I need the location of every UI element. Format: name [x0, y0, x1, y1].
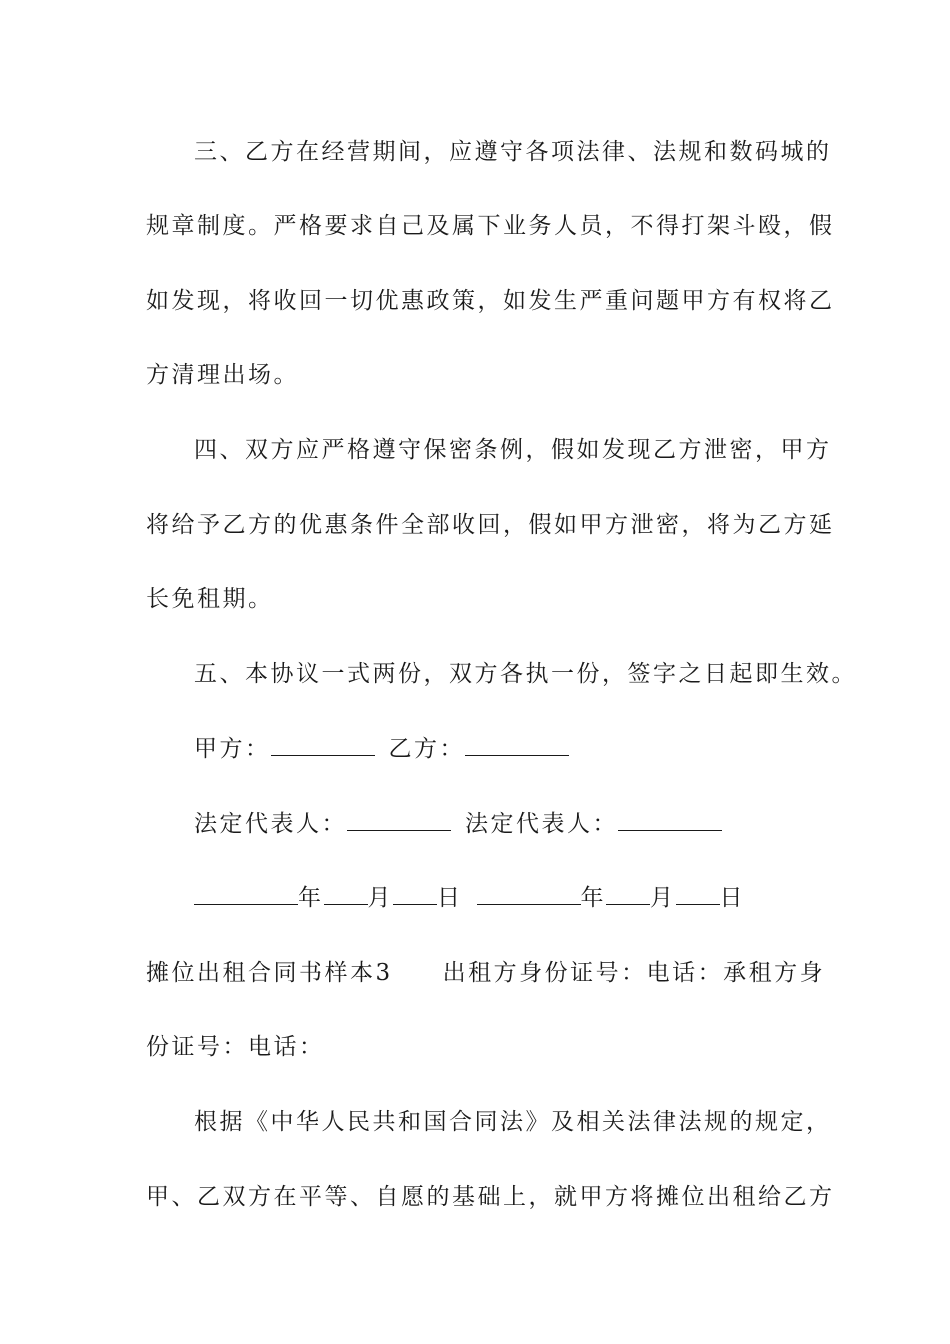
date-a-month-label: 月	[367, 885, 393, 911]
clause-3-line-2: 规章制度。严格要求自己及属下业务人员，不得打架斗殴，假	[146, 213, 835, 239]
clause-3-line-4: 方清理出场。	[146, 362, 299, 388]
rep-a-label: 法定代表人：	[194, 811, 347, 837]
date-a-day-label: 日	[437, 885, 463, 911]
sample-header-part-1: 出租方身份证号：电话：承租方身	[442, 960, 826, 986]
rep-b-label: 法定代表人：	[465, 811, 618, 837]
date-a-year-label: 年	[298, 885, 324, 911]
date-a-year-blank	[194, 882, 298, 905]
party-b-label: 乙方：	[388, 736, 465, 762]
party-a-blank	[271, 733, 375, 756]
date-b-day-label: 日	[719, 885, 745, 911]
date-a-month-blank	[324, 882, 368, 905]
date-b-month-blank	[606, 882, 650, 905]
clause-5-line-1: 五、本协议一式两份，双方各执一份，签字之日起即生效。	[194, 661, 857, 687]
party-b-blank	[465, 733, 569, 756]
date-b-month-label: 月	[650, 885, 676, 911]
body-line-2: 甲、乙双方在平等、自愿的基础上，就甲方将摊位出租给乙方	[146, 1184, 835, 1210]
date-b-day-blank	[676, 882, 720, 905]
sample-header-line-2: 份证号：电话：	[146, 1034, 325, 1060]
party-signature-line	[194, 732, 884, 766]
rep-b-blank	[618, 808, 722, 831]
rep-a-blank	[347, 808, 451, 831]
sample-title: 摊位出租合同书样本3	[146, 960, 393, 986]
sample-title-line	[146, 956, 836, 990]
body-line-1: 根据《中华人民共和国合同法》及相关法律法规的规定，	[194, 1109, 832, 1135]
clause-3-line-3: 如发现，将收回一切优惠政策，如发生严重问题甲方有权将乙	[146, 288, 835, 314]
date-a-day-blank	[393, 882, 437, 905]
date-signature-line	[194, 881, 884, 915]
clause-4-line-1: 四、双方应严格遵守保密条例，假如发现乙方泄密，甲方	[194, 437, 832, 463]
date-b-year-blank	[477, 882, 581, 905]
clause-4-line-3: 长免租期。	[146, 586, 274, 612]
party-a-label: 甲方：	[194, 736, 271, 762]
date-b-year-label: 年	[580, 885, 606, 911]
representative-signature-line	[194, 807, 884, 841]
clause-4-line-2: 将给予乙方的优惠条件全部收回，假如甲方泄密，将为乙方延	[146, 512, 835, 538]
clause-3-line-1: 三、乙方在经营期间，应遵守各项法律、法规和数码城的	[194, 139, 832, 165]
